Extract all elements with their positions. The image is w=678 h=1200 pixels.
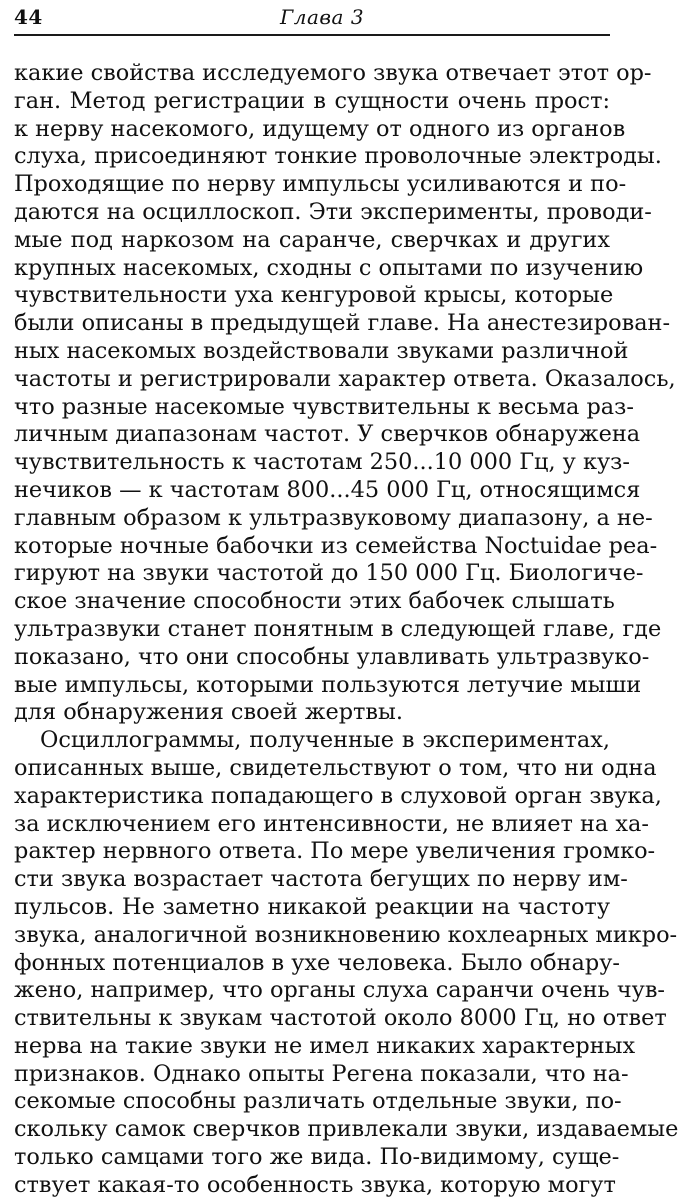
text-line: какие свойства исследуемого звука отвечает этот ор-	[14, 60, 652, 86]
text-line: вые импульсы, которыми пользуются летучие мыши	[14, 671, 642, 698]
text-line: рактер нервного ответа. По мере увеличения громко-	[14, 838, 656, 865]
text-line: крупных насекомых, сходны с опытами по изучению	[14, 254, 644, 281]
text-line: ствительны к звукам частотой около 8000 Гц, но ответ	[14, 1005, 667, 1032]
running-head	[14, 4, 610, 36]
page-number: 44	[14, 5, 43, 29]
text-line: жено, например, что органы слуха саранчи очень чув-	[14, 977, 666, 1004]
text-line: гируют на звуки частотой до 150 000 Гц. Биологиче-	[14, 560, 644, 587]
text-line: нечиков — к частотам 800...45 000 Гц, относящимся	[14, 476, 641, 503]
chapter-title: Глава 3	[280, 5, 365, 29]
text-line: слуха, присоединяют тонкие проволочные электроды.	[14, 143, 662, 170]
text-line: даются на осциллоскоп. Эти эксперименты, проводи-	[14, 198, 652, 225]
text-line: личным диапазонам частот. У сверчков обнаружена	[14, 421, 641, 448]
text-line: ган. Метод регистрации в сущности очень прост:	[14, 87, 610, 114]
text-line: мые под наркозом на саранче, сверчках и других	[14, 226, 610, 253]
text-line: за исключением его интенсивности, не влияет на ха-	[14, 810, 649, 837]
text-line: ультразвуки станет понятным в следующей главе, где	[14, 615, 662, 642]
paragraph	[14, 60, 676, 727]
text-line: показано, что они способны улавливать ультразвуко-	[14, 643, 650, 670]
text-line: частоты и регистрировали характер ответа. Оказалось,	[14, 365, 676, 392]
text-line: которые ночные бабочки из семейства Noctuidae реа-	[14, 532, 658, 559]
text-line: Проходящие по нерву импульсы усиливаются и по-	[14, 171, 627, 198]
text-line: сти звука возрастает частота бегущих по нерву им-	[14, 866, 628, 893]
text-line: чувствительность к частотам 250...10 000 Гц, у куз-	[14, 449, 630, 476]
text-line: ных насекомых воздействовали звуками различной	[14, 337, 629, 364]
text-line: характеристика попадающего в слуховой орган звука,	[14, 782, 662, 809]
text-line: скольку самок сверчков привлекали звуки, издаваемые	[14, 1116, 678, 1143]
text-line: к нерву насекомого, идущему от одного из органов	[14, 115, 626, 142]
body-text	[14, 60, 678, 1200]
text-line: секомые способны различать отдельные звуки, по-	[14, 1088, 622, 1115]
text-line: фонных потенциалов в ухе человека. Было обнару-	[14, 949, 620, 976]
text-line: ствует какая-то особенность звука, которую могут	[14, 1171, 616, 1198]
text-line: Осциллограммы, полученные в экспериментах,	[40, 727, 610, 754]
book-page	[14, 0, 678, 1198]
text-line: чувствительности уха кенгуровой крысы, которые	[14, 282, 614, 309]
text-line: что разные насекомые чувствительны к весьма раз-	[14, 393, 634, 420]
paragraph	[14, 727, 678, 1200]
text-line: признаков. Однако опыты Регена показали, что на-	[14, 1060, 629, 1087]
text-line: описанных выше, свидетельствуют о том, что ни одна	[14, 754, 657, 781]
text-line: ское значение способности этих бабочек слышать	[14, 588, 615, 615]
text-line: для обнаружения своей жертвы.	[14, 699, 403, 726]
text-line: главным образом к ультразвуковому диапазону, а не-	[14, 504, 653, 531]
text-line: звука, аналогичной возникновению кохлеарных микро-	[14, 921, 678, 948]
text-line: пульсов. Не заметно никакой реакции на частоту	[14, 893, 610, 920]
text-line: только самцами того же вида. По-видимому, суще-	[14, 1144, 620, 1171]
text-line: нерва на такие звуки не имел никаких характерных	[14, 1032, 636, 1059]
text-line: были описаны в предыдущей главе. На анестезирован-	[14, 310, 671, 337]
